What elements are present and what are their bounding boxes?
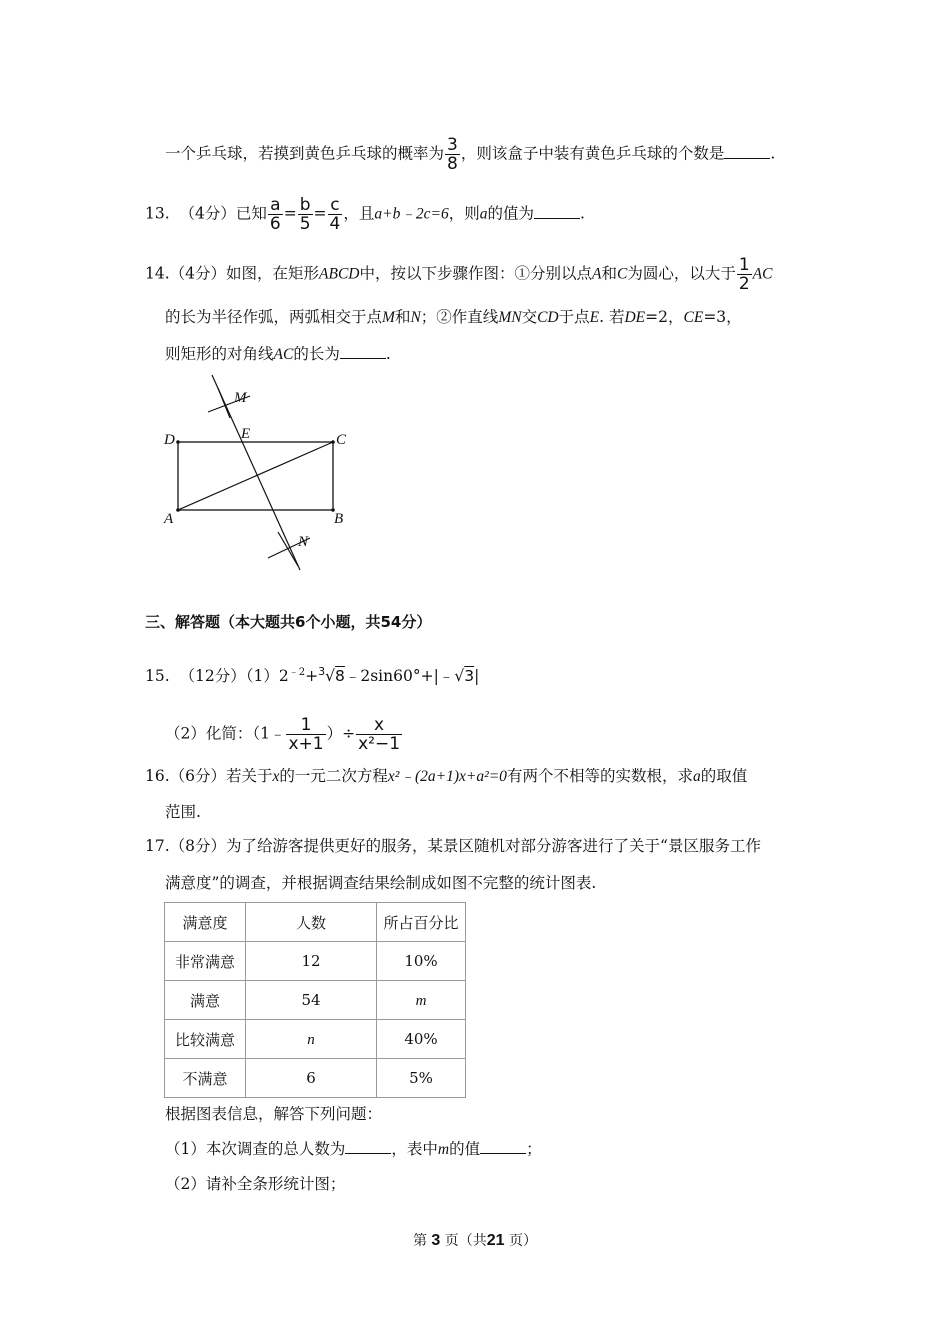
text: ，则该盒子中装有黄色乒乓球的个数是 xyxy=(460,144,725,163)
table-cell: 54 xyxy=(246,981,377,1020)
variable: C xyxy=(616,265,628,283)
text: 为圆心，以大于 xyxy=(627,264,736,283)
text: 14.（4分）如图，在矩形 xyxy=(145,264,320,283)
text: 页（共 xyxy=(444,1233,487,1249)
table-header: 人数 xyxy=(246,903,377,942)
text: （2）化简：（1﹣ xyxy=(165,724,286,743)
text: 于点 xyxy=(558,308,590,326)
text: 页） xyxy=(509,1233,538,1249)
table-cell xyxy=(377,981,466,1020)
table-cell: 6 xyxy=(246,1059,377,1098)
denominator: x²−1 xyxy=(358,734,401,754)
table-cell: 5% xyxy=(377,1059,466,1098)
question-14-line3 xyxy=(165,342,391,367)
text: 的长为 xyxy=(293,345,340,363)
fraction xyxy=(298,196,313,233)
text: 的一元二次方程 xyxy=(279,767,388,785)
table-row xyxy=(165,981,466,1020)
equation: x²﹣(2a+1)x+a²=0 xyxy=(387,768,507,785)
line-mn xyxy=(212,375,300,570)
question-number: 15. xyxy=(145,667,170,686)
section-heading: 三、解答题（本大题共6个小题，共54分） xyxy=(145,613,432,631)
text: = xyxy=(313,204,327,223)
denominator: x+1 xyxy=(288,734,324,754)
text: 中，按以下步骤作图：①分别以点 xyxy=(359,264,592,283)
text: 则矩形的对角线 xyxy=(165,345,274,363)
point-c xyxy=(331,440,335,444)
numerator: 1 xyxy=(286,716,325,735)
text: =2， xyxy=(645,308,684,326)
variable: CE xyxy=(683,309,704,326)
label-n: N xyxy=(298,534,309,550)
page-footer xyxy=(0,1230,950,1250)
text: （12分）（1）2 xyxy=(179,667,289,686)
point-a xyxy=(176,508,180,512)
table-row xyxy=(165,1020,466,1059)
text: ，则 xyxy=(448,204,480,223)
table-header: 满意度 xyxy=(165,903,246,942)
table-cell: 比较满意 xyxy=(165,1020,246,1059)
text: . xyxy=(385,345,391,363)
table-cell: 不满意 xyxy=(165,1059,246,1098)
label-d: D xyxy=(164,432,175,448)
variable: M xyxy=(382,309,395,326)
table-row xyxy=(165,942,466,981)
question-16-line1 xyxy=(145,764,747,789)
satisfaction-table xyxy=(164,902,466,1098)
text: 16.（6分）若关于 xyxy=(145,767,273,785)
question-16-line2: 范围. xyxy=(165,803,201,821)
text: . xyxy=(770,144,776,163)
point-d xyxy=(176,440,180,444)
denominator: 8 xyxy=(447,154,458,174)
variable: a xyxy=(692,768,701,785)
answer-blank xyxy=(345,1139,391,1154)
table-row xyxy=(165,1059,466,1098)
root-index: 3 xyxy=(318,665,326,678)
text: ，且 xyxy=(343,204,375,223)
fraction xyxy=(445,136,460,173)
radicand: 8 xyxy=(334,667,345,686)
text: ）÷ xyxy=(326,724,356,743)
text: | xyxy=(474,667,480,686)
label-b: B xyxy=(334,511,344,527)
table-header: 所占百分比 xyxy=(377,903,466,942)
text: . 若 xyxy=(599,308,625,326)
question-number: 13. xyxy=(145,204,170,223)
numerator: b xyxy=(298,196,313,215)
answer-blank xyxy=(340,344,386,359)
variable: E xyxy=(589,309,600,326)
table-cell: 12 xyxy=(246,942,377,981)
text: 第 xyxy=(412,1233,427,1249)
text: 的值为 xyxy=(487,204,534,223)
text: ，表中 xyxy=(391,1140,438,1158)
text: （1）本次调查的总人数为 xyxy=(165,1140,346,1158)
variable: m xyxy=(415,992,427,1009)
root-sign: √ xyxy=(325,667,335,686)
text: . xyxy=(579,204,585,223)
answer-blank xyxy=(534,204,580,219)
variable: ABCD xyxy=(319,265,360,283)
label-a: A xyxy=(164,511,174,527)
answer-blank xyxy=(724,144,770,159)
question-17-prompt: 根据图表信息，解答下列问题： xyxy=(165,1105,383,1123)
question-14-line1 xyxy=(145,256,772,293)
label-m: M xyxy=(234,390,247,406)
denominator: 2 xyxy=(738,274,750,294)
table-cell: 40% xyxy=(377,1020,466,1059)
numerator: c xyxy=(328,196,343,215)
arc-m-2 xyxy=(218,388,230,418)
numerator: 1 xyxy=(738,255,750,275)
table-cell: 满意 xyxy=(165,981,246,1020)
fraction xyxy=(286,716,325,753)
text: 和 xyxy=(601,264,617,283)
text: 交 xyxy=(521,308,538,326)
exponent: ﹣2 xyxy=(288,667,306,678)
table-header-row xyxy=(165,903,466,942)
variable: AC xyxy=(273,346,294,363)
text: 有两个不相等的实数根，求 xyxy=(506,767,693,785)
q12-continuation xyxy=(165,136,775,173)
total-pages: 21 xyxy=(486,1232,505,1249)
label-e: E xyxy=(241,426,251,442)
text: ；②作直线 xyxy=(420,308,499,326)
question-17-part1 xyxy=(165,1137,542,1162)
question-15-part1 xyxy=(145,660,479,688)
variable: m xyxy=(437,1141,450,1158)
text: ﹣2sin60°+|﹣ xyxy=(344,667,455,686)
question-17-line1: 17.（8分）为了给游客提供更好的服务，某景区随机对部分游客进行了关于“景区服务工作 xyxy=(145,837,761,855)
text: 和 xyxy=(394,308,411,326)
fraction xyxy=(328,196,343,233)
arc-n-2 xyxy=(278,532,298,566)
text: = xyxy=(283,204,297,223)
numerator: x xyxy=(356,716,402,735)
text: + xyxy=(305,667,319,686)
variable: a xyxy=(479,205,488,223)
text: 的值 xyxy=(449,1140,481,1158)
question-13 xyxy=(145,196,585,233)
table-cell: 10% xyxy=(377,942,466,981)
text: =3， xyxy=(703,308,742,326)
fraction xyxy=(356,716,402,753)
diagonal-ac xyxy=(178,442,333,510)
fraction xyxy=(268,196,283,233)
table-cell: 非常满意 xyxy=(165,942,246,981)
variable: A xyxy=(592,265,602,283)
page-number: 3 xyxy=(431,1232,441,1249)
answer-blank xyxy=(480,1139,526,1154)
variable: CD xyxy=(537,309,559,326)
question-14-line2 xyxy=(165,305,742,330)
denominator: 5 xyxy=(299,214,311,234)
question-17-part2: （2）请补全条形统计图； xyxy=(165,1175,346,1193)
variable: x xyxy=(272,768,280,785)
denominator: 4 xyxy=(329,214,341,234)
numerator: a xyxy=(268,196,283,215)
text: 的长为半径作弧，两弧相交于点 xyxy=(165,308,383,326)
variable: DE xyxy=(624,309,646,326)
numerator: 3 xyxy=(447,135,458,155)
text: （4分）已知 xyxy=(179,204,267,223)
root-sign: √ xyxy=(454,667,465,686)
equation: a+b﹣2c=6 xyxy=(374,205,449,223)
question-17-line2: 满意度”的调查，并根据调查结果绘制成如图不完整的统计图表. xyxy=(165,874,597,892)
text: 的取值 xyxy=(700,767,748,785)
variable: N xyxy=(410,309,421,326)
question-15-part2 xyxy=(165,716,403,753)
variable: MN xyxy=(498,309,522,326)
geometry-figure xyxy=(150,368,370,578)
label-c: C xyxy=(336,432,347,448)
variable: AC xyxy=(752,265,773,283)
text: ； xyxy=(526,1140,542,1158)
denominator: 6 xyxy=(269,214,281,234)
variable: n xyxy=(307,1031,315,1048)
text: 一个乒乓球，若摸到黄色乒乓球的概率为 xyxy=(165,144,445,163)
fraction xyxy=(737,256,752,293)
table-cell xyxy=(246,1020,377,1059)
radicand: 3 xyxy=(464,667,475,686)
